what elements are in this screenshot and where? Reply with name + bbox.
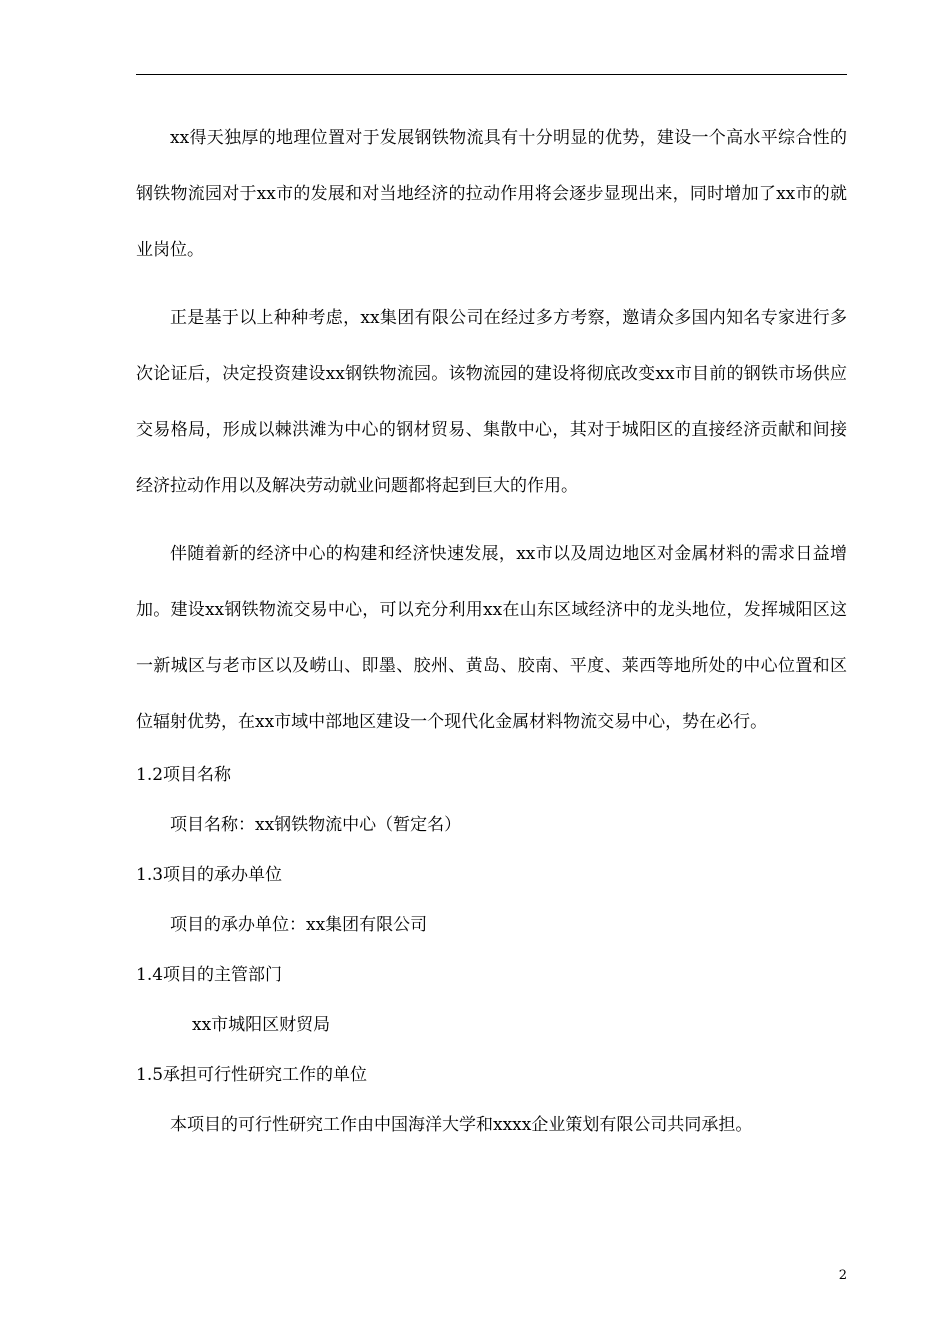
section-heading-project-name: 1.2项目名称 [136,765,232,785]
section-content-organizer: 项目的承办单位：xx集团有限公司 [170,915,428,935]
page-number: 2 [838,1268,847,1283]
header-rule [136,74,847,75]
paragraph: 伴随着新的经济中心的构建和经济快速发展，xx市以及周边地区对金属材料的需求日益增加。建设xx钢铁物流交易中心，可以充分利用xx在山东区域经济中的龙头地位，发挥城阳区这一新城区与老市区以及崂山、即墨、胶州、黄岛、胶南、平度、莱西等地所处的中心位置和区位辐射优势，在xx市域中部地区建设一个现代化金属材料物流交易中心，势在必行。 [136,544,847,732]
section-heading-authority: 1.4项目的主管部门 [136,965,283,985]
section-content-study-unit: 本项目的可行性研究工作由中国海洋大学和xxxx企业策划有限公司共同承担。 [170,1115,753,1135]
paragraph: 正是基于以上种种考虑，xx集团有限公司在经过多方考察，邀请众多国内知名专家进行多次论证后，决定投资建设xx钢铁物流园。该物流园的建设将彻底改变xx市目前的钢铁市场供应交易格局，形成以棘洪滩为中心的钢材贸易、集散中心，其对于城阳区的直接经济贡献和间接经济拉动作用以及解决劳动就业问题都将起到巨大的作用。 [136,308,847,496]
paragraph: xx得天独厚的地理位置对于发展钢铁物流具有十分明显的优势，建设一个高水平综合性的钢铁物流园对于xx市的发展和对当地经济的拉动作用将会逐步显现出来，同时增加了xx市的就业岗位。 [136,128,847,260]
body-text [136,110,847,1150]
section-content-authority: xx市城阳区财贸局 [192,1015,331,1035]
section-heading-study-unit: 1.5承担可行性研究工作的单位 [136,1065,368,1085]
section-heading-organizer: 1.3项目的承办单位 [136,865,283,885]
section-content-project-name: 项目名称：xx钢铁物流中心（暂定名） [170,815,462,835]
